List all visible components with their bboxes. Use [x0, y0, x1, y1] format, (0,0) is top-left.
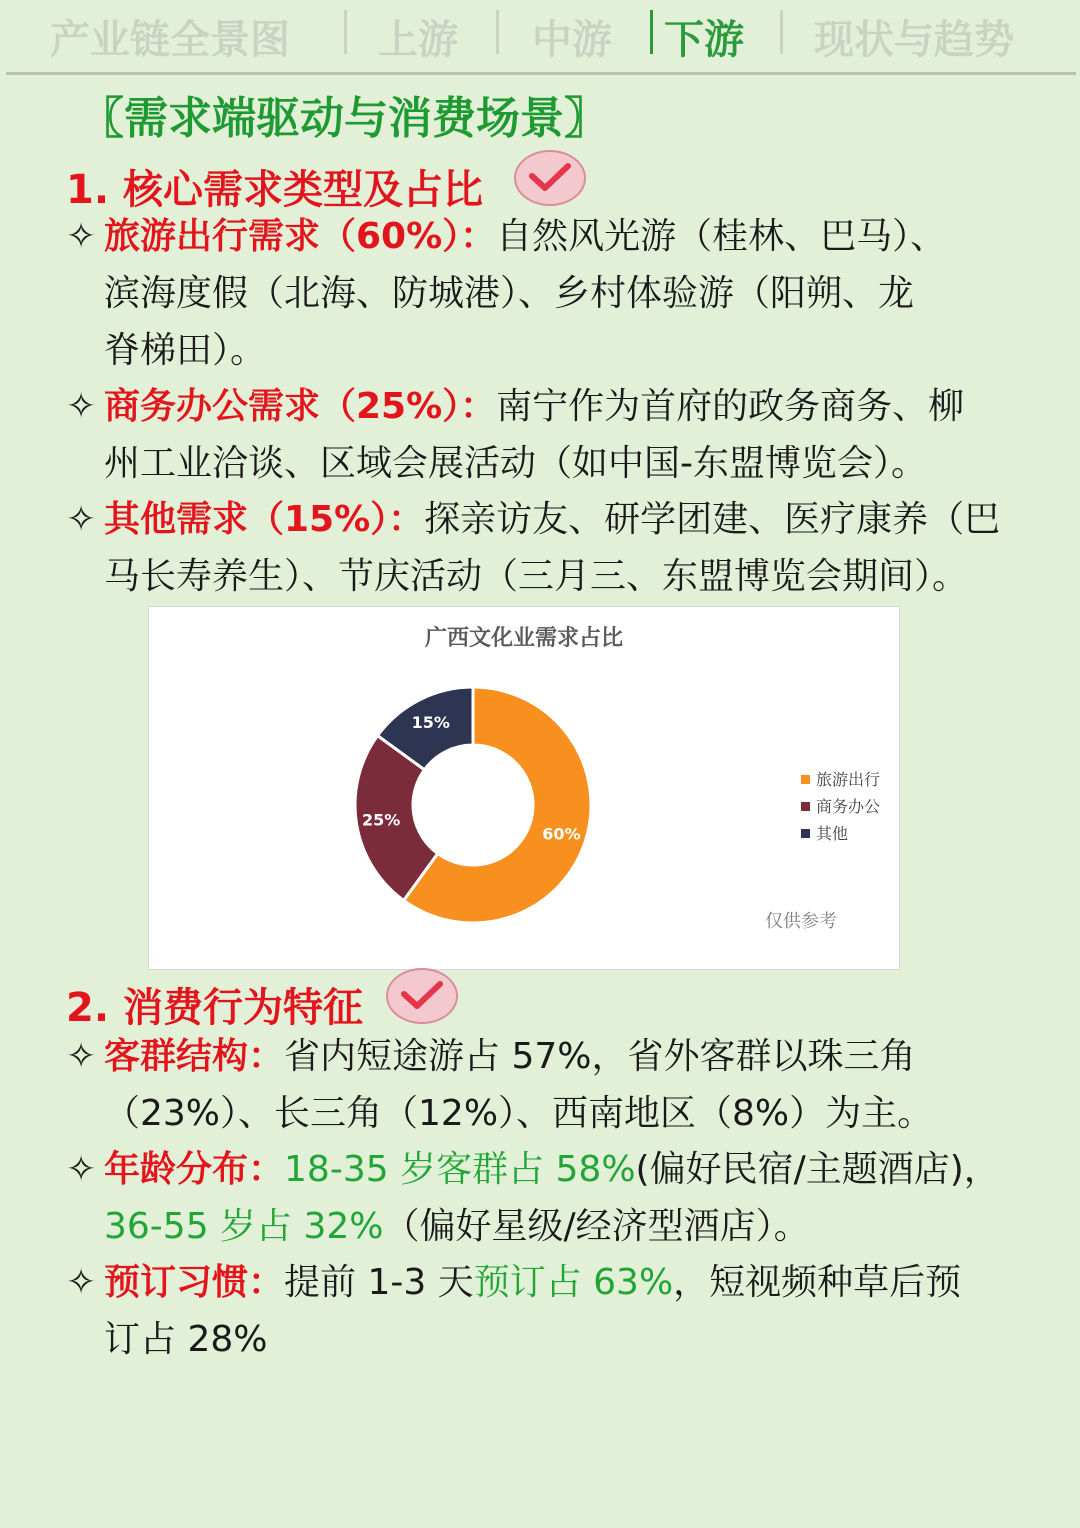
bullet-star-icon: ✧ [66, 1262, 97, 1303]
tab-industry-chain[interactable]: 产业链全景图 [50, 17, 290, 63]
chart-title: 广西文化业需求占比 [424, 626, 623, 651]
tab-downstream[interactable]: 下游 [664, 17, 744, 63]
heading-consumer-behavior: 2. 消费行为特征 [66, 985, 363, 1031]
legend-item: 其他 [801, 821, 880, 848]
legend-item: 商务办公 [801, 794, 880, 821]
nav-divider [344, 10, 347, 54]
top-nav [0, 0, 1080, 72]
bullet-star-icon: ✧ [66, 1149, 97, 1190]
bullet-age-distribution: ✧ 年龄分布：18-35 岁客群占 58%(偏好民宿/主题酒店)， 36-55 岁占 32%（偏好星级/经济型酒店）。 [66, 1141, 1026, 1255]
chart-legend [801, 767, 880, 848]
nav-divider [650, 10, 653, 54]
tab-upstream[interactable]: 上游 [378, 17, 458, 63]
section-title: 〖需求端驱动与消费场景〗 [80, 93, 608, 144]
bullet-customer-structure: ✧ 客群结构：省内短途游占 57%，省外客群以珠三角 （23%）、长三角（12%）、西南地区（8%）为主。 [66, 1028, 1026, 1142]
legend-item: 旅游出行 [801, 767, 880, 794]
bullet-star-icon: ✧ [66, 499, 97, 540]
data-label-2: 15% [411, 713, 450, 733]
nav-underline [6, 72, 1076, 75]
bullet-business: ✧ 商务办公需求（25%）：南宁作为首府的政务商务、柳 州工业洽谈、区域会展活动（如中国-东盟博览会）。 [66, 378, 1026, 492]
legend-swatch [801, 775, 810, 784]
chart-note: 仅供参考 [765, 911, 837, 932]
bullet-star-icon: ✧ [66, 1036, 97, 1077]
tab-midstream[interactable]: 中游 [532, 17, 612, 63]
demand-share-chart [148, 606, 900, 970]
data-label-0: 60% [542, 824, 581, 844]
bullet-other: ✧ 其他需求（15%）：探亲访友、研学团建、医疗康养（巴 马长寿养生）、节庆活动（三月三、东盟博览会期间）。 [66, 491, 1026, 605]
heading-core-demand: 1. 核心需求类型及占比 [66, 167, 483, 213]
legend-swatch [801, 802, 810, 811]
bullet-tourism: ✧ 旅游出行需求（60%）：自然风光游（桂林、巴马）、 滨海度假（北海、防城港）、乡村体验游（阳朔、龙 脊梯田）。 [66, 208, 1026, 379]
nav-divider [496, 10, 499, 54]
bullet-booking-habit: ✧ 预订习惯：提前 1-3 天预订占 63%，短视频种草后预 订占 28% [66, 1254, 1026, 1368]
check-icon [386, 968, 458, 1024]
nav-divider [780, 10, 783, 54]
legend-swatch [801, 829, 810, 838]
data-label-1: 25% [361, 810, 401, 830]
bullet-star-icon: ✧ [66, 386, 97, 427]
check-icon [514, 150, 586, 206]
tab-status-trend[interactable]: 现状与趋势 [814, 17, 1014, 63]
bullet-star-icon: ✧ [66, 216, 97, 257]
